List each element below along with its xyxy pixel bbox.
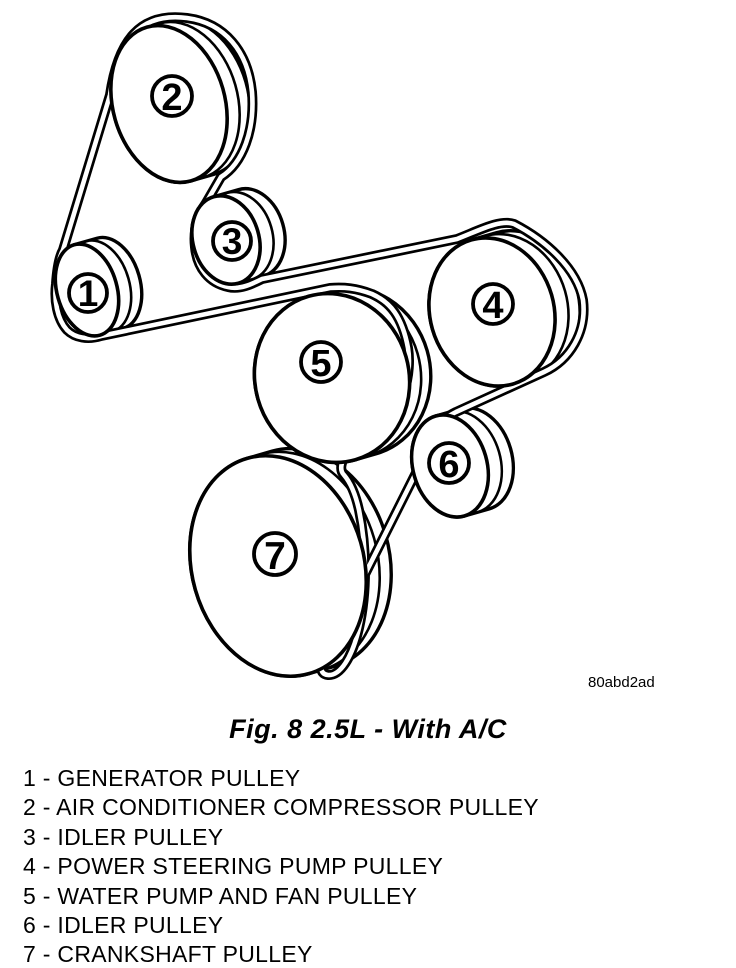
pulley-5-number: 5 [310, 343, 332, 385]
pulley-4-number: 4 [482, 285, 504, 327]
legend-item-2: 2 - AIR CONDITIONER COMPRESSOR PULLEY [23, 794, 539, 821]
pulley-5-callout [301, 342, 341, 385]
pulley-1-callout [69, 273, 107, 314]
legend-item-3: 3 - IDLER PULLEY [23, 823, 224, 850]
legend [23, 764, 539, 968]
pulley-2-callout [152, 76, 192, 119]
legend-item-4: 4 - POWER STEERING PUMP PULLEY [23, 853, 444, 880]
pulley-1-number: 1 [77, 273, 99, 314]
pulley-7-callout [254, 533, 296, 578]
legend-item-7: 7 - CRANKSHAFT PULLEY [23, 941, 313, 968]
legend-item-6: 6 - IDLER PULLEY [23, 912, 224, 939]
figure-caption: Fig. 8 2.5L - With A/C [229, 714, 507, 744]
pulley-6-number: 6 [438, 444, 460, 486]
legend-item-5: 5 - WATER PUMP AND FAN PULLEY [23, 882, 418, 909]
legend-item-1: 1 - GENERATOR PULLEY [23, 765, 301, 791]
pulley-3-number: 3 [221, 221, 243, 262]
pulley-3-callout [213, 221, 251, 262]
pulley-6-callout [429, 443, 469, 486]
pulley-7-number: 7 [264, 535, 286, 578]
pulley-2-number: 2 [161, 77, 183, 119]
pulley-4-callout [473, 284, 513, 327]
figure-code: 80abd2ad [588, 674, 655, 691]
